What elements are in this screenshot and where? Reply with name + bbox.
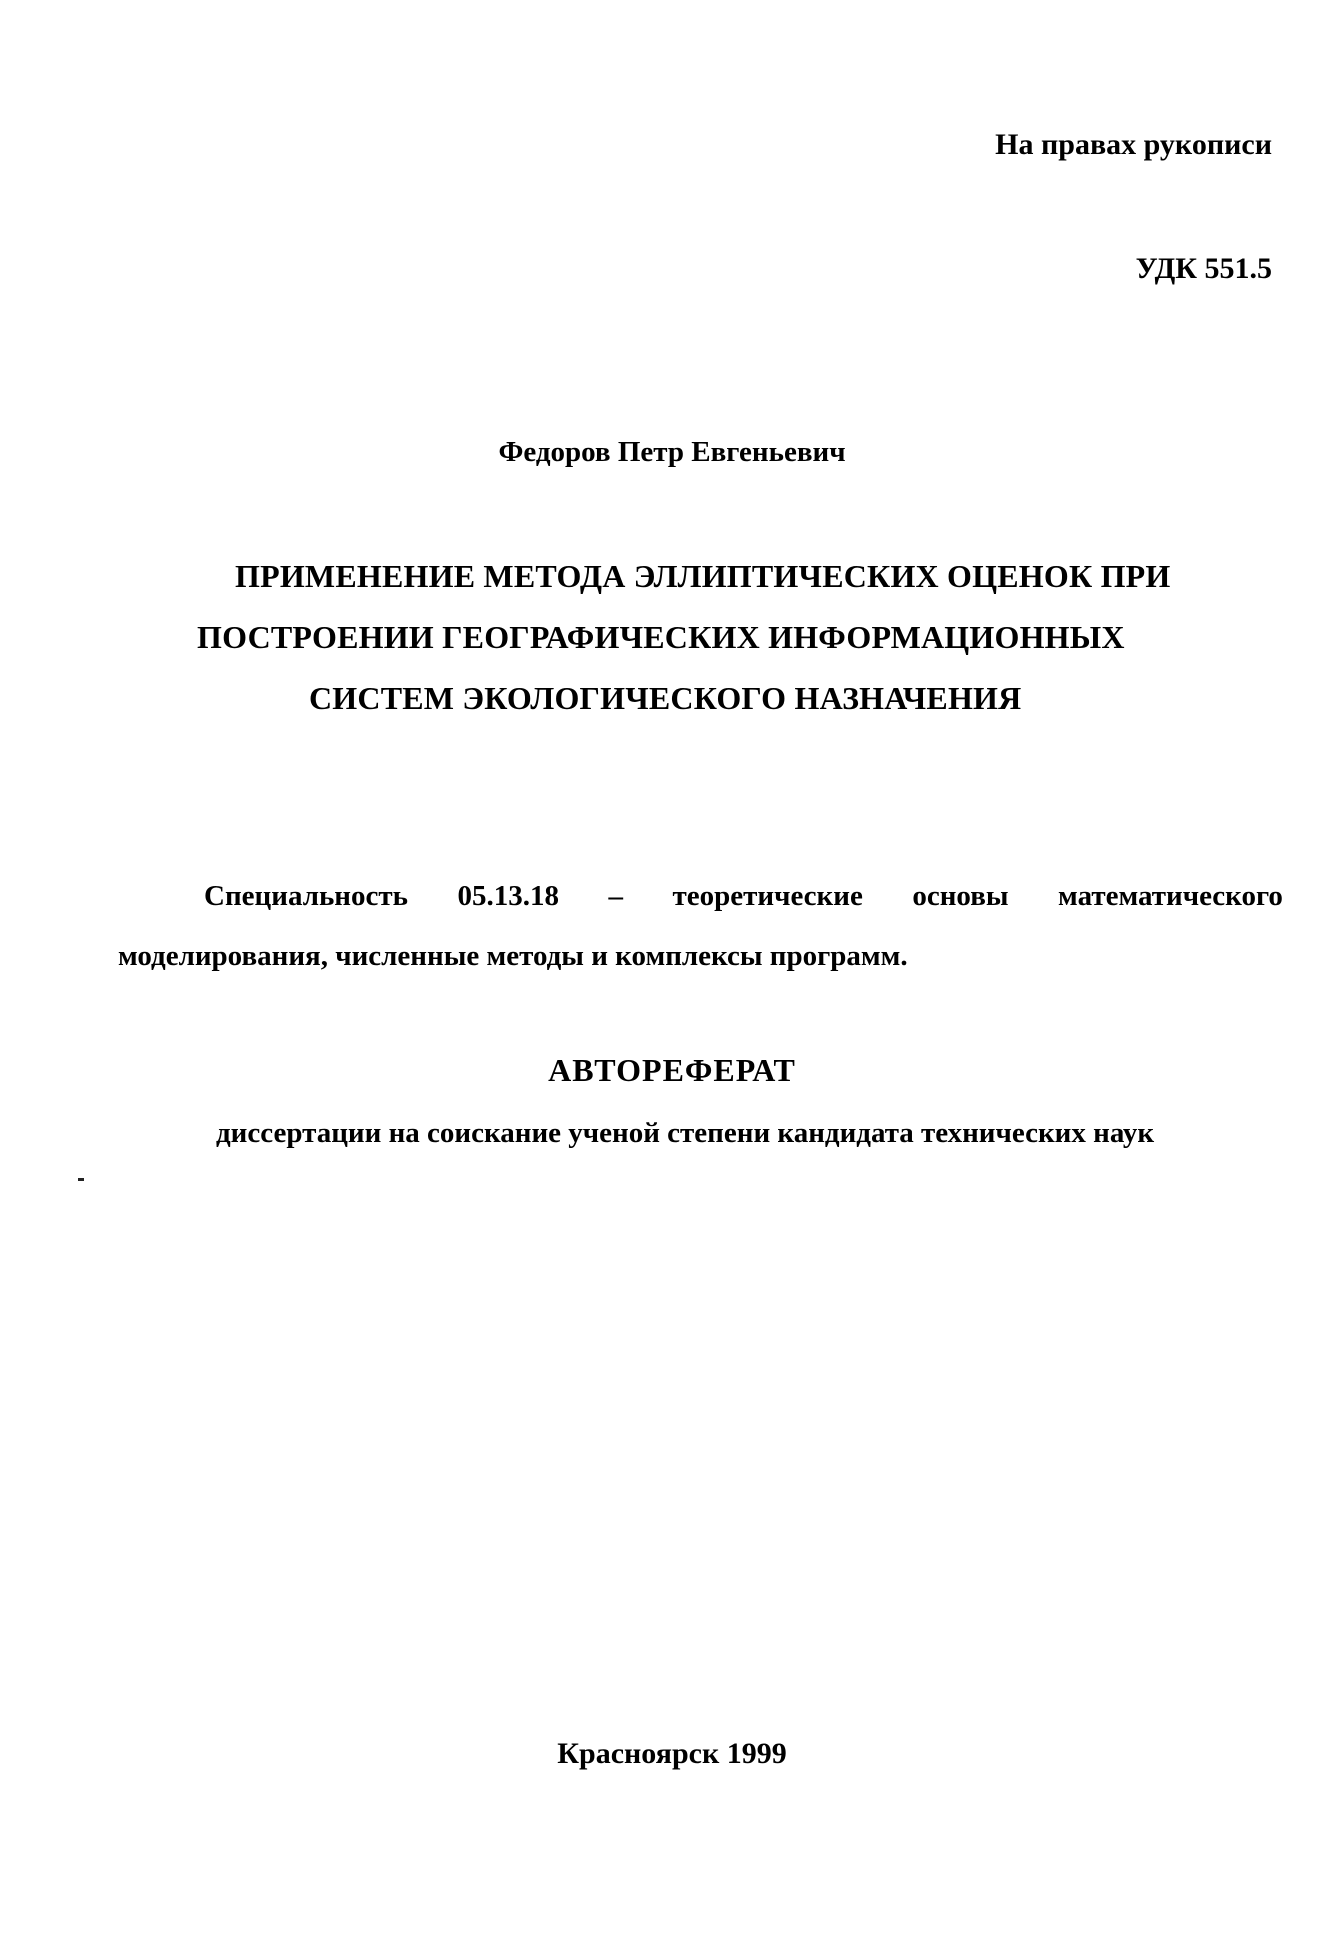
- specialty-line-2: моделирования, численные методы и комплексы программ.: [118, 940, 908, 972]
- manuscript-rights-note: На правах рукописи: [995, 128, 1272, 161]
- udk-code: УДК 551.5: [1135, 252, 1272, 285]
- title-line-1: ПРИМЕНЕНИЕ МЕТОДА ЭЛЛИПТИЧЕСКИХ ОЦЕНОК ПРИ: [235, 558, 1171, 594]
- specialty-word: –: [608, 880, 623, 912]
- specialty-word: Специальность: [204, 880, 408, 912]
- specialty-word: основы: [912, 880, 1009, 912]
- abstract-heading: АВТОРЕФЕРАТ: [548, 1052, 796, 1088]
- specialty-paragraph: [118, 866, 1283, 986]
- title-line-2: ПОСТРОЕНИИ ГЕОГРАФИЧЕСКИХ ИНФОРМАЦИОННЫХ: [197, 619, 1125, 655]
- specialty-line-1: [118, 866, 1283, 926]
- city-year: Красноярск 1999: [557, 1737, 787, 1770]
- specialty-word: 05.13.18: [457, 880, 559, 912]
- specialty-word: теоретические: [672, 880, 863, 912]
- scan-speck: [78, 1178, 84, 1181]
- abstract-subtitle: диссертации на соискание ученой степени кандидата технических наук: [216, 1117, 1155, 1149]
- specialty-word: математического: [1058, 880, 1283, 912]
- title-line-3: СИСТЕМ ЭКОЛОГИЧЕСКОГО НАЗНАЧЕНИЯ: [309, 680, 1022, 716]
- author-name: Федоров Петр Евгеньевич: [498, 436, 846, 468]
